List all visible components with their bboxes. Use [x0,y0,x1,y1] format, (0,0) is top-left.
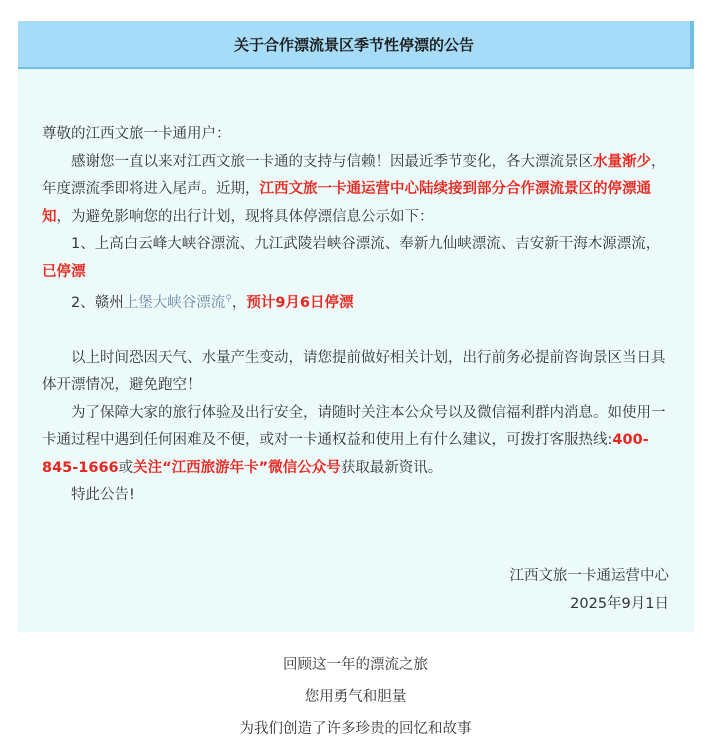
list-item-2-prefix: 2、赣州 [71,294,124,311]
title-bar [18,21,694,69]
status-expected-stop: 预计9月6日停漂 [246,294,354,311]
highlight-water-level: 水量渐少 [593,153,651,170]
contact-text-c: 获取最新资讯。 [340,459,443,476]
footer-line: 为我们创造了许多珍贵的回忆和故事 [239,721,472,737]
paragraph-intro [42,149,670,232]
intro-text-c: ，年度漂流季即将进入尾声。近期， [42,153,666,197]
greeting: 尊敬的江西文旅一卡通用户： [42,126,231,142]
search-icon[interactable]: ⚲ [225,294,232,304]
paragraph-weather: 以上时间恐因天气、水量产生变动，请您提前做好相关计划，出行前务必提前咨询景区当日具体开漂情况，避免跑空！ [42,349,666,394]
intro-text-e: ，为避免影响您的出行计划，现将具体停漂信息公示如下： [56,208,434,225]
footer-line: 回顾这一年的漂流之旅 [283,657,428,673]
list-item-2 [42,286,670,317]
closing-text: 特此公告! [71,487,135,504]
hotline-number: 400-845-1666 [42,432,649,476]
intro-text-a: 感谢您一直以来对江西文旅一卡通的支持与信赖！因最近季节变化，各大漂流景区 [71,153,593,170]
footer-verse [0,649,711,745]
footer-line: 您用勇气和胆量 [304,689,407,705]
contact-text-b: 或 [118,459,134,476]
signature-org: 江西文旅一卡通运营中心 [509,568,669,585]
notice-body [18,69,694,632]
list-item-1 [42,231,670,286]
status-stopped: 已停漂 [42,263,86,280]
list-item-2-sep: ， [231,294,247,311]
follow-account-text: 关注“江西旅游年卡”微信公众号 [133,459,341,476]
paragraph-contact [42,400,670,483]
highlight-notice: 江西文旅一卡通运营中心陆续接到部分合作漂流景区的停漂通知 [42,181,651,225]
scenic-spot-link[interactable] [124,295,232,311]
contact-text-a: 为了保障大家的旅行体验及出行安全，请随时关注本公众号以及微信福利群内消息。如使用一卡通过程中遇到任何困难及不便，或对一卡通权益和使用上有什么建议，可拨打客服热线: [42,404,666,449]
scenic-spot-link-label: 上堡大峡谷漂流 [123,294,226,311]
page-title: 关于合作漂流景区季节性停漂的公告 [233,35,474,54]
list-item-1-text: 1、上高白云峰大峡谷漂流、九江武陵岩峡谷漂流、奉新九仙峡漂流、吉安新干海木源漂流， [71,236,661,252]
signature-date: 2025年9月1日 [570,595,669,612]
